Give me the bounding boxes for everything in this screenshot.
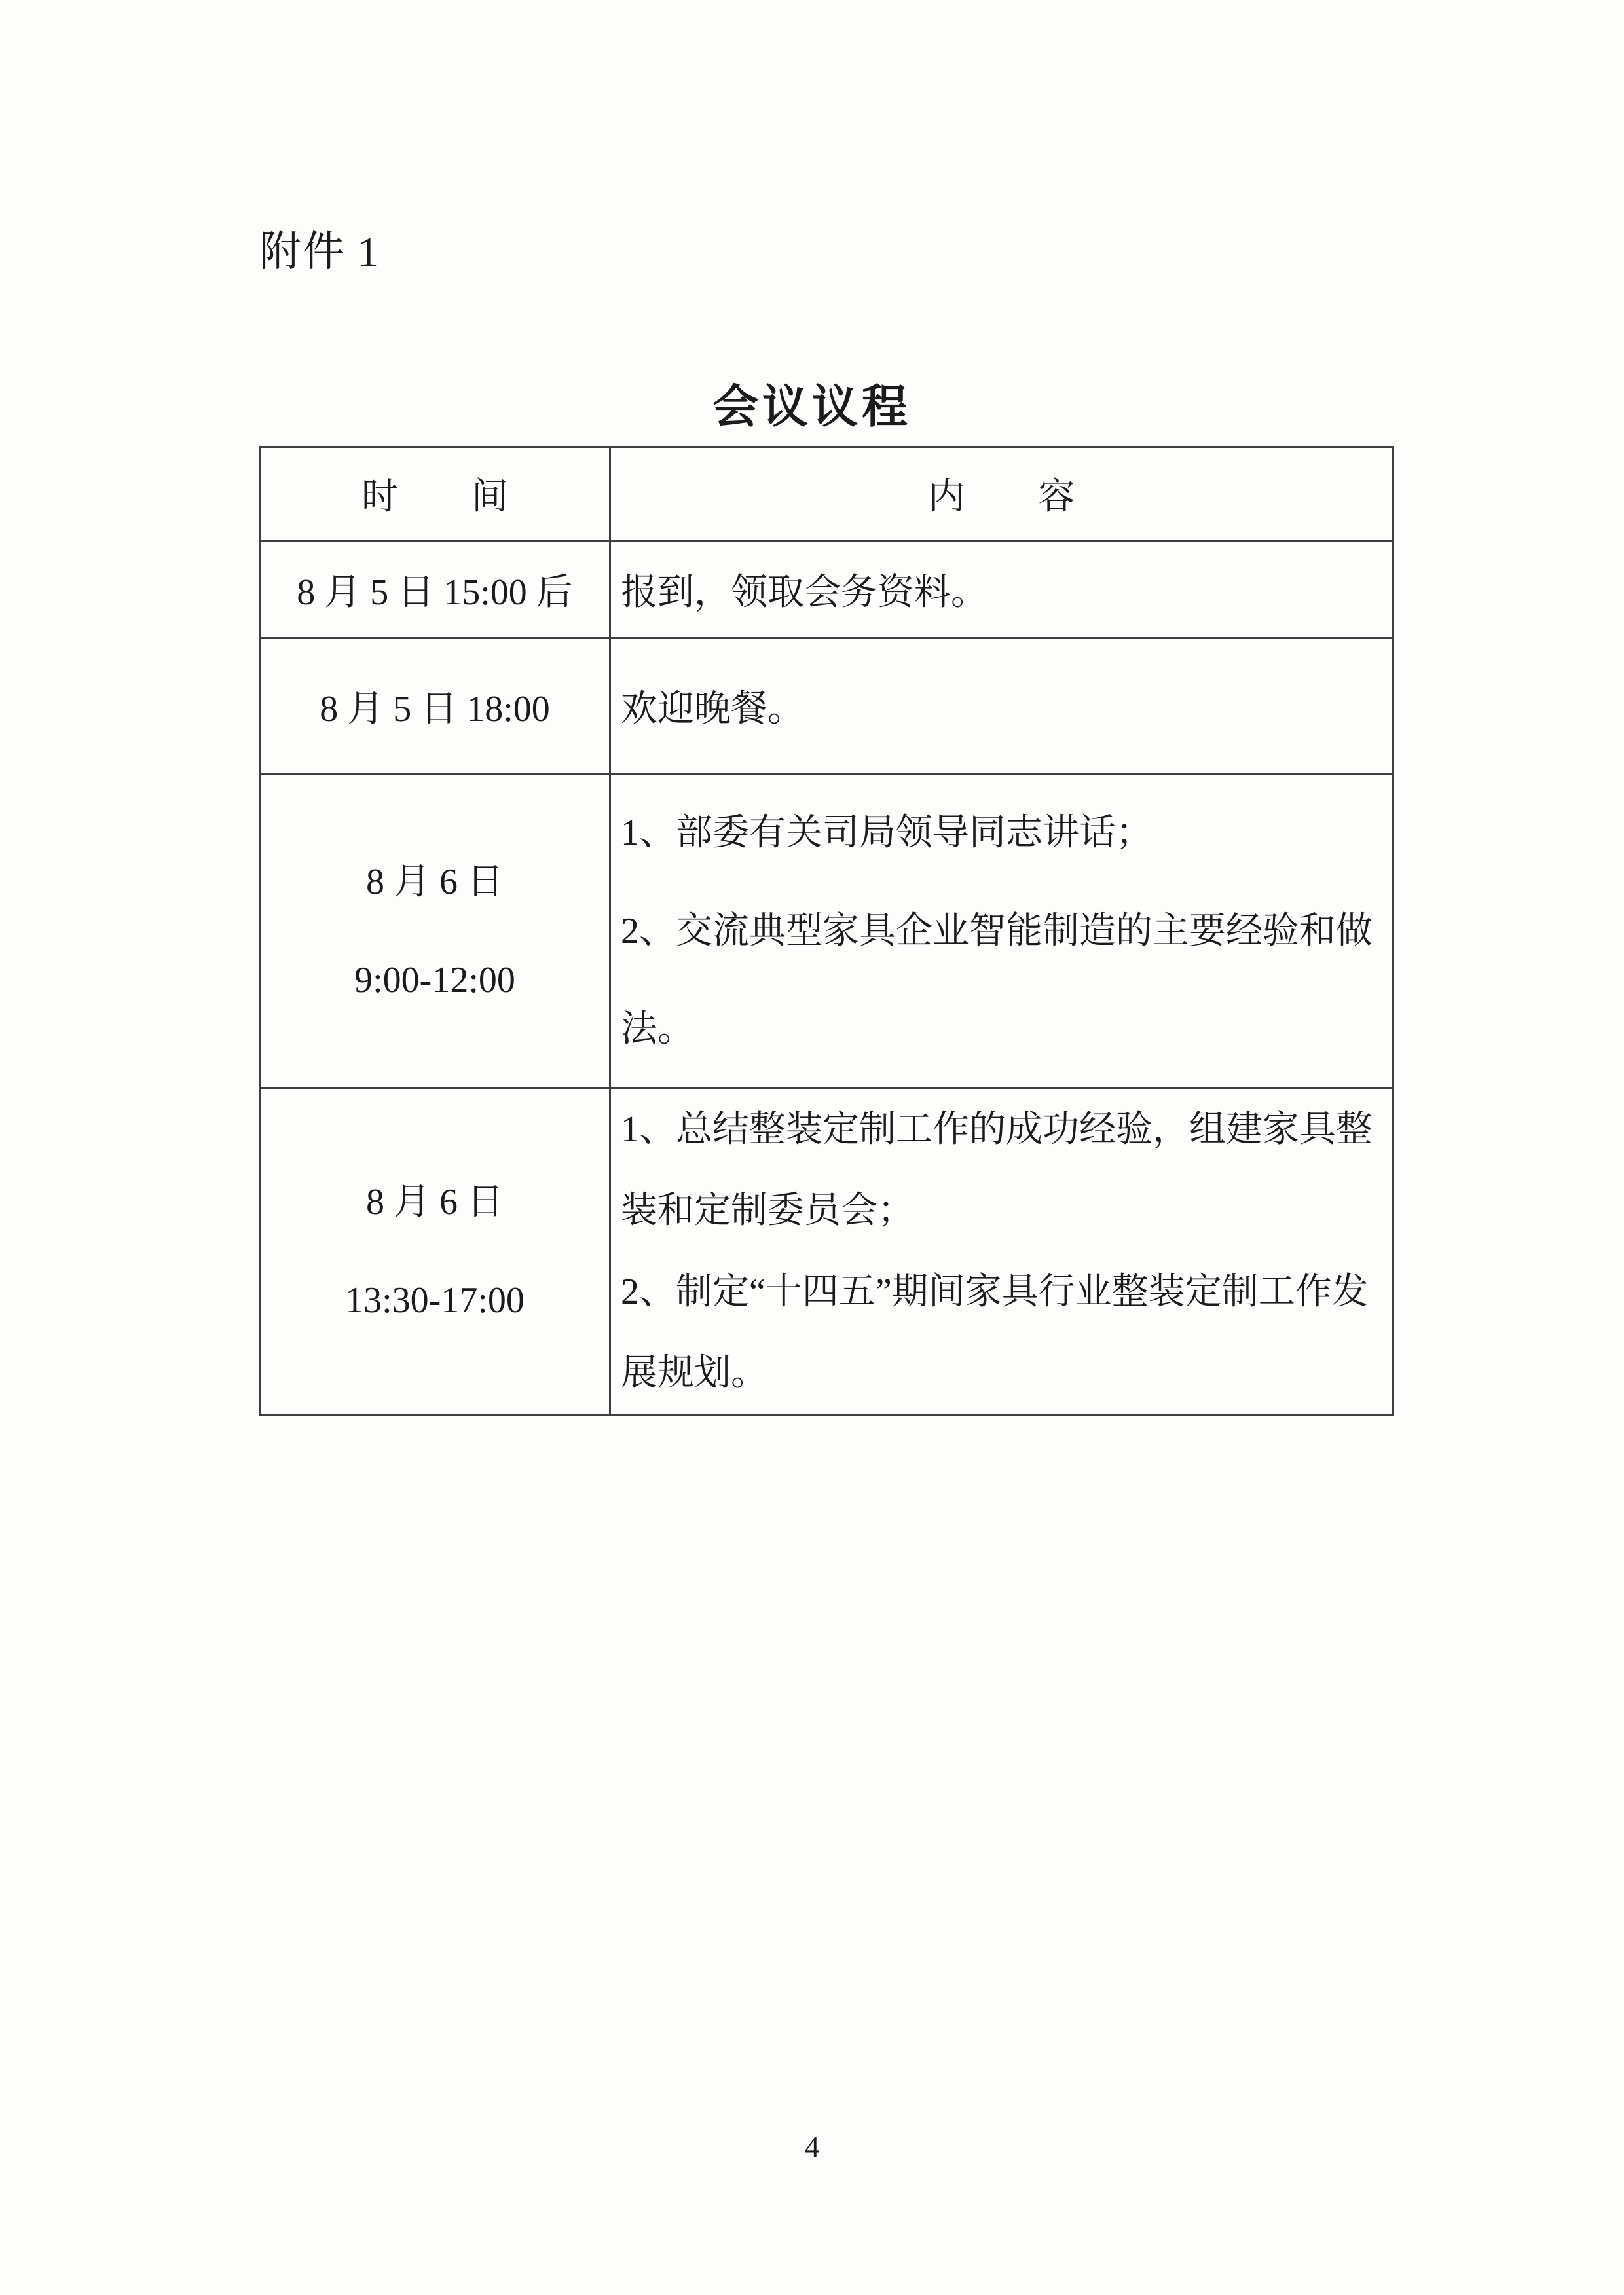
table-row bbox=[260, 638, 1393, 774]
time-line: 8 月 6 日 bbox=[366, 861, 504, 902]
time-cell: 8 月 5 日 18:00 bbox=[260, 638, 610, 774]
content-cell bbox=[610, 638, 1393, 774]
content-line: 欢迎晚餐。 bbox=[621, 689, 804, 729]
time-cell bbox=[260, 774, 610, 1088]
content-line: 2、交流典型家具企业智能制造的主要经验和做 bbox=[621, 910, 1373, 951]
page-number: 4 bbox=[804, 2130, 820, 2163]
content-line: 展规划。 bbox=[621, 1353, 767, 1393]
time-line: 9:00-12:00 bbox=[354, 959, 515, 1001]
agenda-table bbox=[259, 446, 1394, 1416]
content-cell bbox=[610, 1088, 1393, 1415]
page-title: 会议议程 bbox=[712, 381, 912, 432]
time-line: 8 月 6 日 bbox=[366, 1182, 504, 1222]
header-time: 时 间 bbox=[260, 447, 610, 541]
content-line: 1、部委有关司局领导同志讲话； bbox=[621, 812, 1153, 853]
content-line: 装和定制委员会； bbox=[621, 1190, 914, 1231]
content-line: 法。 bbox=[621, 1008, 694, 1050]
time-cell: 8 月 5 日 15:00 后 bbox=[260, 541, 610, 638]
table-row bbox=[260, 1088, 1393, 1415]
time-line: 13:30-17:00 bbox=[345, 1280, 525, 1321]
header-content: 内 容 bbox=[610, 447, 1393, 541]
content-line: 1、总结整装定制工作的成功经验，组建家具整 bbox=[621, 1109, 1373, 1150]
attachment-label: 附件 1 bbox=[259, 229, 380, 275]
table-row bbox=[260, 774, 1393, 1088]
time-cell bbox=[260, 1088, 610, 1415]
content-line: 报到，领取会务资料。 bbox=[621, 572, 987, 613]
content-cell bbox=[610, 541, 1393, 638]
header-row bbox=[260, 447, 1393, 541]
content-line: 2、制定“十四五”期间家具行业整装定制工作发 bbox=[621, 1272, 1369, 1312]
content-cell bbox=[610, 774, 1393, 1088]
table-row bbox=[260, 541, 1393, 638]
